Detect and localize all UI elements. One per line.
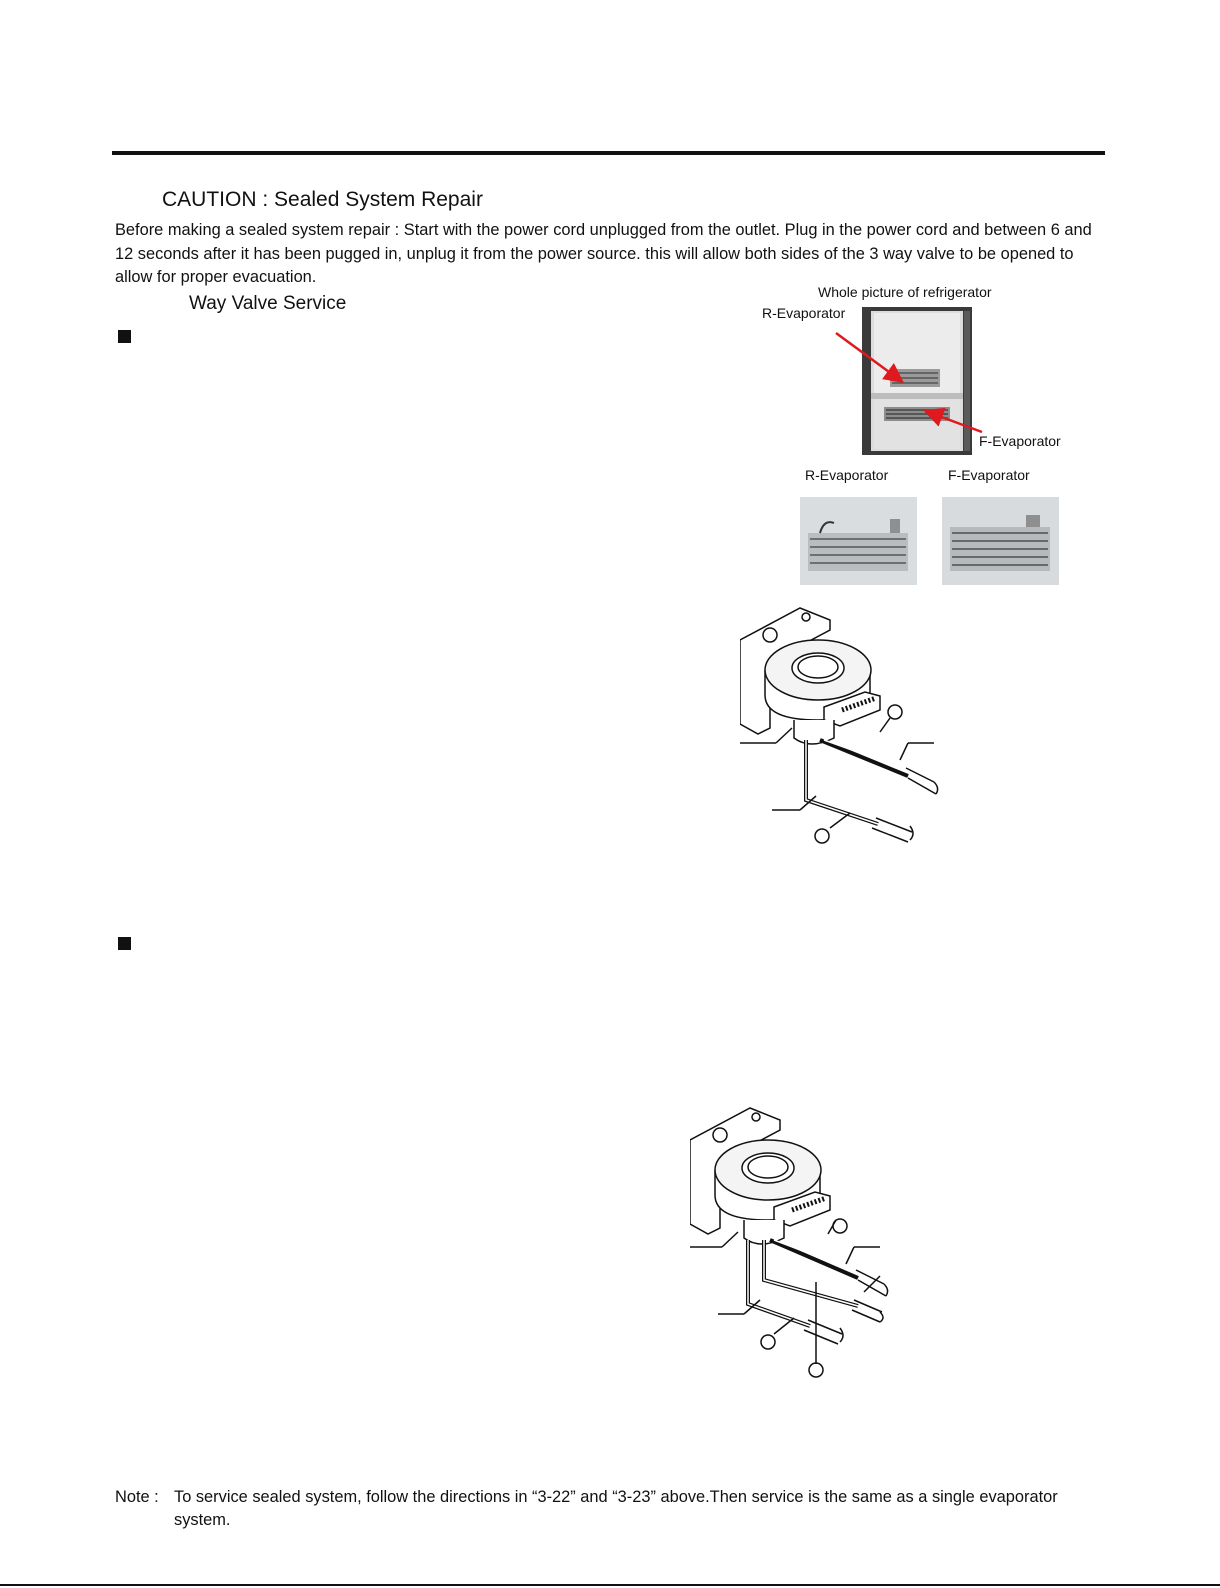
- note-text: To service sealed system, follow the directions in “3-22” and “3-23” above.Then service is the same as a single evaporator system.: [174, 1488, 1058, 1529]
- figure-caption: Whole picture of refrigerator: [818, 284, 992, 300]
- bullet-square-icon: [118, 330, 131, 343]
- r-evaporator-thumb-label: R-Evaporator: [805, 467, 889, 483]
- refrigerator-photo: [862, 307, 972, 455]
- three-way-valve-drawing: [740, 600, 960, 880]
- r-evaporator-label: R-Evaporator: [762, 305, 846, 321]
- bullet-square-icon: [118, 937, 131, 950]
- three-way-valve-dual-drawing: [690, 1100, 910, 1390]
- section-title: Way Valve Service: [189, 293, 347, 314]
- header-rule: [112, 151, 1105, 155]
- r-evaporator-photo: [800, 497, 917, 585]
- f-evaporator-photo: [942, 497, 1059, 585]
- note-label: Note :: [115, 1488, 159, 1506]
- footer-rule: [0, 1584, 1220, 1586]
- f-evaporator-thumb-label: F-Evaporator: [948, 467, 1030, 483]
- caution-title: CAUTION : Sealed System Repair: [162, 188, 483, 211]
- caution-text: Before making a sealed system repair : Start with the power cord unplugged from the outlet. Plug in the power cord and between 6 and 12 seconds after it has been pugged in, unplug it from the power source. this will allow both sides of the 3 way valve to be opened to allow for proper evacuation.: [115, 221, 1092, 286]
- f-evaporator-label: F-Evaporator: [979, 433, 1061, 449]
